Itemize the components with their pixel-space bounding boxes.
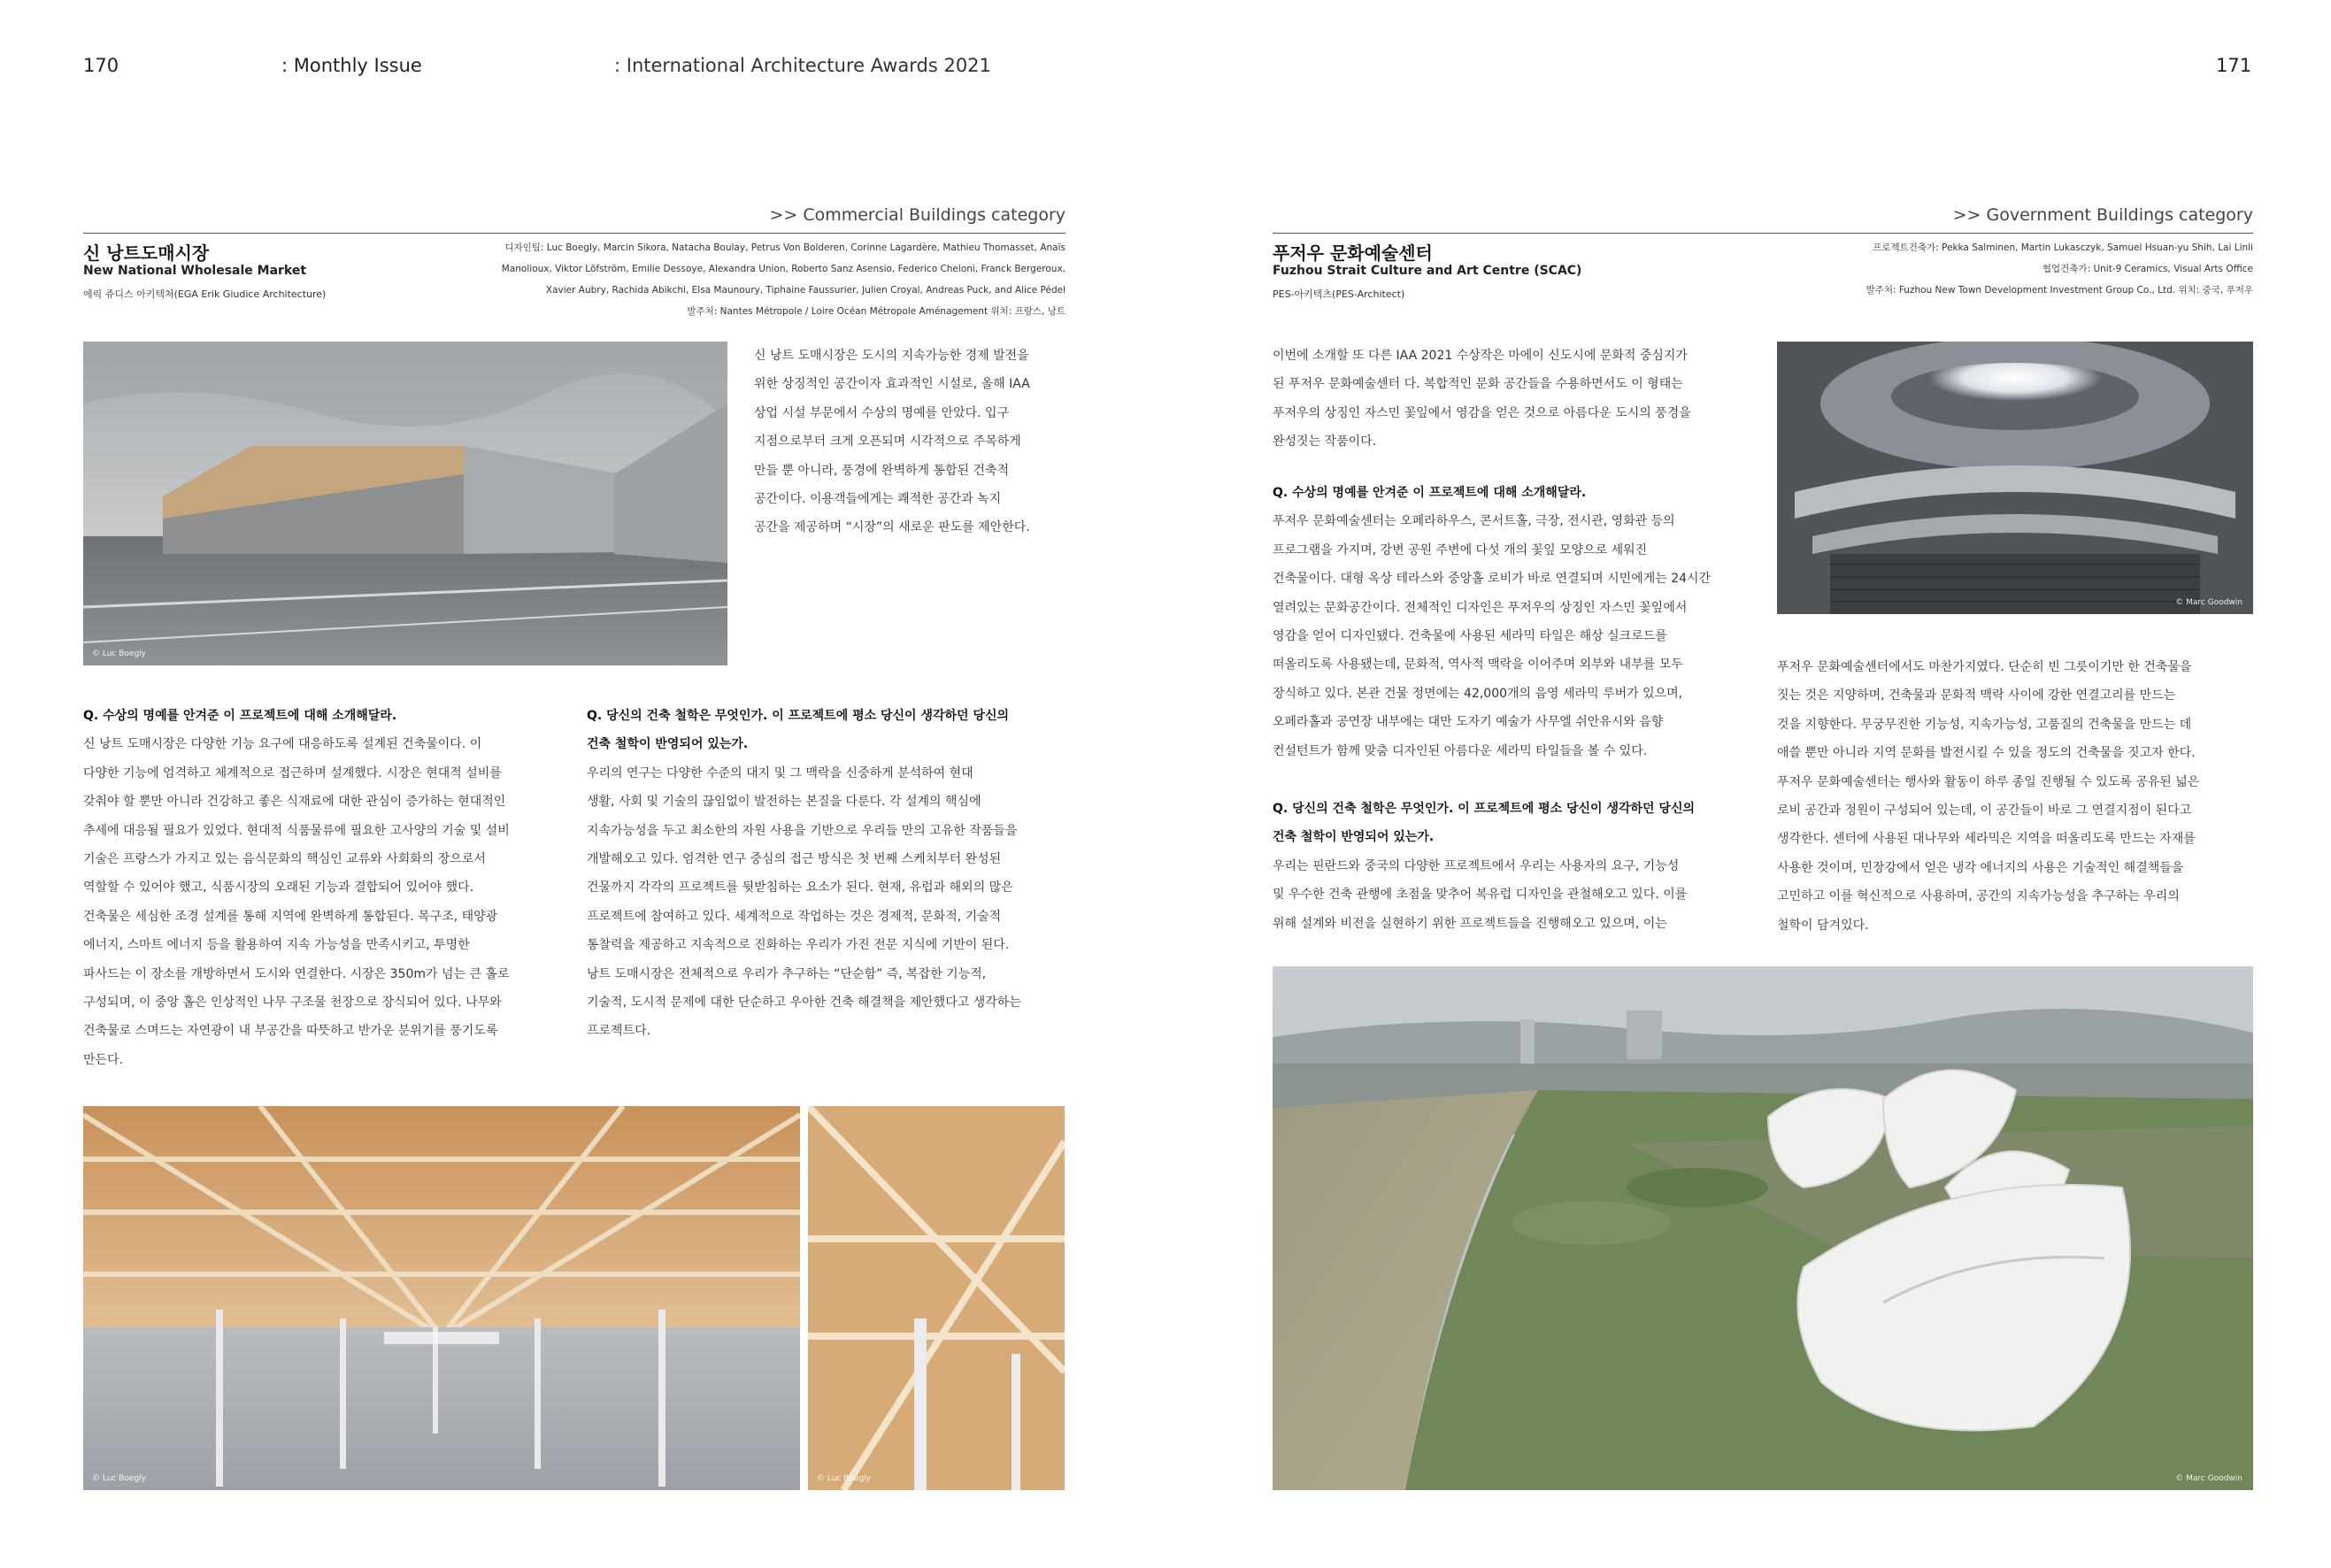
text-line: 프로젝트다.	[587, 1024, 651, 1039]
interview-answer-2	[1273, 795, 1777, 938]
page-number-right: 171	[2216, 55, 2252, 76]
interview-question: 건축 철학이 반영되어 있는가.	[587, 737, 749, 752]
text-line: 만든다.	[83, 1052, 124, 1067]
architect-name: PES-아키텍츠(PES-Architect)	[1273, 288, 1405, 300]
text-line: 에너지, 스마트 에너지 등을 활용하여 지속 가능성을 만족시키고, 투명한	[83, 938, 470, 953]
credit-line: 디자인팀: Luc Boegly, Marcin Sikora, Natacha Boulay, Petrus Von Bolderen, Corinne Lagardère, Mathieu Thomasset, Anaïs	[504, 242, 1065, 253]
text-line: 지점으로부터 크게 오픈되며 시각적으로 주목하게	[754, 434, 1021, 450]
text-line: 떠올리도록 사용됐는데, 문화적, 역사적 맥락을 이어주며 외부와 내부를 모두	[1273, 657, 1683, 673]
project-title-en: New National Wholesale Market	[83, 264, 307, 278]
page-number-left: 170	[83, 55, 119, 76]
credit-line: Xavier Aubry, Rachida Abikchi, Elsa Maunoury, Tiphaine Faussurier, Julien Croyal, Andreas Puck, and Alice Pédel	[545, 285, 1065, 296]
text-line: 철학이 담겨있다.	[1777, 918, 1869, 933]
text-line: 건물까지 각각의 프로젝트를 뒷받침하는 요소가 된다. 현재, 유럽과 해외의 많은	[587, 880, 1013, 895]
interview-question: Q. 수상의 명예를 안겨준 이 프로젝트에 대해 소개해달라.	[83, 709, 397, 723]
text-line: 건축물이다. 대형 옥상 테라스와 중앙홀 로비가 바로 연결되며 시민에게는 24시간	[1273, 572, 1712, 587]
text-line: 이번에 소개할 또 다른 IAA 2021 수상작은 마에이 신도시에 문화적 중심지가	[1273, 349, 1688, 363]
market-interior-photo	[83, 1106, 800, 1490]
text-line: 컨설턴트가 함께 맞춤 디자인된 아름다운 세라믹 타일들을 볼 수 있다.	[1273, 743, 1648, 758]
project-title-ko: 푸저우 문화예술센터	[1273, 242, 1433, 264]
photo-credit: © Luc Boegly	[92, 1474, 146, 1483]
text-line: 푸저우 문화예술센터에서도 마찬가지였다. 단순히 빈 그릇이기만 한 건축물을	[1777, 660, 2192, 674]
text-line: 갖춰야 할 뿐만 아니라 건강하고 좋은 식재료에 대한 관심이 증가하는 현대적인	[83, 795, 506, 810]
photo-credit: © Marc Goodwin	[2175, 1474, 2243, 1483]
text-line: 공간을 제공하며 “시장”의 새로운 판도를 제안한다.	[754, 520, 1030, 535]
text-line: 개발해오고 있다. 엄격한 연구 중심의 접근 방식은 첫 번째 스케치부터 완성된	[587, 852, 1002, 867]
text-line: 다양한 기능에 엄격하고 체계적으로 접근하며 설계했다. 시장은 현대적 설비를	[83, 765, 502, 780]
text-line: 짓는 것은 지양하며, 건축물과 문화적 맥락 사이에 강한 연결고리를 만드는	[1777, 688, 2176, 703]
project-title-ko: 신 낭트도매시장	[83, 242, 210, 264]
photo-credit: © Luc Boegly	[817, 1474, 871, 1483]
text-line: 영감을 얻어 디자인됐다. 건축물에 사용된 세라믹 타일은 해상 실크로드를	[1273, 629, 1667, 644]
category-label: >> Commercial Buildings category	[769, 205, 1065, 225]
text-line: 고민하고 이를 혁신적으로 사용하며, 공간의 지속가능성을 추구하는 우리의	[1777, 889, 2180, 904]
text-line: 구성되며, 이 중앙 홀은 인상적인 나무 구조물 천장으로 장식되어 있다. 나무와	[83, 995, 502, 1011]
interview-question: Q. 당신의 건축 철학은 무엇인가. 이 프로젝트에 평소 당신이 생각하던 당신의	[587, 709, 1009, 723]
text-line: 건축물은 세심한 조경 설계를 통해 지역에 완벽하게 통합된다. 목구조, 태양광	[83, 909, 498, 924]
text-line: 프로그램을 가지며, 강변 공원 주변에 다섯 개의 꽃잎 모양으로 세워진	[1273, 542, 1648, 557]
text-line: 푸저우 문화예술센터는 행사와 활동이 하루 종일 진행될 수 있도록 공유된 넓은	[1777, 774, 2200, 789]
text-line: 사용한 것이며, 민장강에서 얻은 냉각 에너지의 사용은 기술적인 해결책들을	[1777, 860, 2184, 875]
text-line: 통찰력을 제공하고 지속적으로 진화하는 우리가 가진 전문 지식에 기반이 된다.	[587, 938, 1010, 953]
text-line: 것을 지향한다. 무궁무진한 기능성, 지속가능성, 고품질의 건축물을 만드는 데	[1777, 717, 2192, 732]
text-line: 프로젝트에 참여하고 있다. 세계적으로 작업하는 것은 경제적, 문화적, 기술적	[587, 909, 1002, 924]
interview-answer-1	[1273, 479, 1777, 765]
photo-credit: © Luc Boegly	[92, 649, 146, 658]
text-line: 만들 뿐 아니라, 풍경에 완벽하게 통합된 건축적	[754, 463, 1010, 478]
text-line: 기술적, 도시적 문제에 대한 단순하고 우아한 건축 해결책을 제안했다고 생각하는	[587, 995, 1021, 1011]
credit-line: 발주처: Nantes Métropole / Loire Océan Métropole Aménagement 위치: 프랑스, 낭트	[687, 306, 1065, 317]
photo-credit: © Marc Goodwin	[2175, 598, 2243, 607]
credit-line: 발주처: Fuzhou New Town Development Investment Group Co., Ltd. 위치: 중국, 푸저우	[1866, 285, 2253, 296]
interview-question: Q. 수상의 명예를 안겨준 이 프로젝트에 대해 소개해달라.	[1273, 486, 1587, 500]
divider	[1273, 233, 2253, 234]
credit-line: 프로젝트건축가: Pekka Salminen, Martin Lukasczyk, Samuel Hsuan-yu Shih, Lai Linli	[1873, 242, 2253, 253]
credit-line: 협업건축가: Unit-9 Ceramics, Visual Arts Office	[2042, 264, 2253, 274]
text-line: 건축물로 스며드는 자연광이 내 부공간을 따뜻하고 반가운 분위기를 풍기도록	[83, 1024, 498, 1039]
text-line: 생각한다. 센터에 사용된 대나무와 세라믹은 지역을 떠올리도록 만드는 자재를	[1777, 832, 2196, 847]
text-line: 푸저우 문화예술센터는 오페라하우스, 콘서트홀, 극장, 전시관, 영화관 등의	[1273, 514, 1675, 529]
text-line: 오페라홀과 공연장 내부에는 대만 도자기 예술가 사무엘 쉬안유시와 음향	[1273, 715, 1664, 730]
project-credits	[1646, 237, 2253, 301]
interview-answer-2	[587, 702, 1069, 1046]
text-line: 역할할 수 있어야 했고, 식품시장의 오래된 기능과 결합되어 있어야 했다.	[83, 880, 474, 895]
text-line: 애쓸 뿐만 아니라 지역 문화를 발전시킬 수 있을 정도의 건축물을 짓고자 한다.	[1777, 746, 2196, 761]
text-line: 장식하고 있다. 본관 건물 정면에는 42,000개의 음영 세라믹 루버가 있으며,	[1273, 686, 1683, 701]
text-line: 신 낭트 도매시장은 도시의 지속가능한 경제 발전을	[754, 349, 1029, 363]
text-line: 및 우수한 건축 관행에 초점을 맞추어 복유럽 디자인을 관철해오고 있다. 이를	[1273, 888, 1688, 903]
text-line: 지속가능성을 두고 최소한의 자원 사용을 기반으로 우리들 만의 고유한 작품들을	[587, 823, 1018, 838]
intro-paragraph	[1273, 342, 1768, 457]
text-line: 상업 시설 부문에서 수상의 명예를 안았다. 입구	[754, 405, 1010, 420]
text-line: 공간이다. 이용객들에게는 쾌적한 공간과 녹지	[754, 492, 1002, 507]
text-line: 신 낭트 도매시장은 다양한 기능 요구에 대응하도록 설계된 건축물이다. 이	[83, 737, 482, 752]
intro-paragraph	[754, 342, 1073, 542]
text-line: 위해 설계와 비전을 실현하기 위한 프로젝트들을 진행해오고 있으며, 이는	[1273, 916, 1667, 931]
divider	[83, 233, 1065, 234]
text-line: 우리의 연구는 다양한 수준의 대지 및 그 맥락을 신중하게 분석하여 현대	[587, 765, 973, 780]
market-exterior-photo	[83, 342, 727, 665]
project-credits	[442, 237, 1065, 322]
text-line: 생활, 사회 및 기술의 끊임없이 발전하는 본질을 다룬다. 각 설계의 핵심에	[587, 795, 981, 810]
text-line: 낭트 도매시장은 전체적으로 우리가 추구하는 “단순함” 즉, 복잡한 기능적,	[587, 966, 987, 981]
opera-hall-photo	[1777, 342, 2253, 614]
topic-label: : International Architecture Awards 2021	[614, 55, 991, 76]
aerial-view-photo	[1273, 966, 2253, 1490]
continued-paragraph	[1777, 653, 2255, 940]
credit-line: Manolioux, Viktor Löfström, Emilie Dessoye, Alexandra Union, Roberto Sanz Asensio, Federico Cheloni, Franck Bergeroux,	[501, 264, 1065, 274]
interview-question: Q. 당신의 건축 철학은 무엇인가. 이 프로젝트에 평소 당신이 생각하던 당신의	[1273, 802, 1695, 816]
interview-question: 건축 철학이 반영되어 있는가.	[1273, 830, 1435, 845]
text-line: 열려있는 문화공간이다. 전체적인 디자인은 푸저우의 상징인 자스민 꽃잎에서	[1273, 600, 1688, 615]
text-line: 된 푸저우 문화예술센터 다. 복합적인 문화 공간들을 수용하면서도 이 형태는	[1273, 377, 1683, 392]
interview-answer-1	[83, 702, 579, 1074]
text-line: 추세에 대응될 필요가 있었다. 현대적 식품물류에 필요한 고사양의 기술 및 설비	[83, 823, 510, 838]
section-label: : Monthly Issue	[281, 55, 422, 76]
text-line: 완성짓는 작품이다.	[1273, 434, 1377, 450]
category-label: >> Government Buildings category	[1952, 205, 2253, 225]
text-line: 우리는 핀란드와 중국의 다양한 프로젝트에서 우리는 사용자의 요구, 기능성	[1273, 858, 1680, 873]
text-line: 기술은 프랑스가 가지고 있는 음식문화의 핵심인 교류와 사회화의 장으로서	[83, 852, 486, 867]
text-line: 위한 상징적인 공간이자 효과적인 시설로, 올해 IAA	[754, 377, 1030, 392]
architect-name: 에릭 쥬디스 아키텍처(EGA Erik Giudice Architecture)	[83, 288, 327, 300]
text-line: 로비 공간과 정원이 구성되어 있는데, 이 공간들이 바로 그 연결지점이 된다고	[1777, 803, 2192, 819]
text-line: 푸저우의 상징인 자스민 꽃잎에서 영감을 얻은 것으로 아름다운 도시의 풍경을	[1273, 405, 1691, 420]
project-title-en: Fuzhou Strait Culture and Art Centre (SCAC)	[1273, 264, 1582, 278]
text-line: 파사드는 이 장소를 개방하면서 도시와 연결한다. 시장은 350m가 넘는 큰 홀로	[83, 966, 510, 981]
ceiling-detail-photo	[808, 1106, 1065, 1490]
